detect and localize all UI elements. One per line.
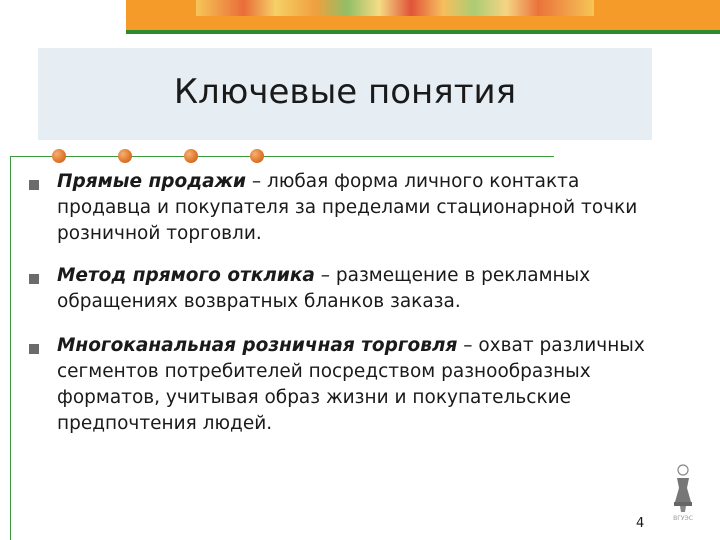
slide-title: Ключевые понятия [173,72,517,112]
vertical-rule [10,156,11,540]
decor-dot [184,149,198,163]
list-item [57,263,637,315]
item-text: – размещение в рекламных обращениях возвратных бланков заказа. [57,265,591,312]
banner-decoration [196,0,594,16]
university-logo-icon [668,462,698,522]
decor-dot [250,149,264,163]
item-term: Метод прямого отклика [57,265,315,286]
banner-divider [126,30,720,34]
horizontal-rule [10,156,554,157]
page-number: 4 [636,516,645,531]
list-item [57,169,657,247]
bullet-icon [29,274,39,284]
bullet-icon [29,180,39,190]
item-term: Многоканальная розничная торговля [57,335,458,356]
item-text: – охват различных сегментов потребителей посредством разнообразных форматов, учитывая образ жизни и покупательские предпочтения людей. [57,335,645,434]
list-item [57,333,697,437]
item-text: – любая форма личного контакта продавца и покупателя за пределами стационарной точки розничной торговли. [57,171,638,244]
logo-text: ВГУЭС [673,515,693,522]
decor-dot [118,149,132,163]
item-term: Прямые продажи [57,171,246,192]
decor-dot [52,149,66,163]
bullet-icon [29,344,39,354]
